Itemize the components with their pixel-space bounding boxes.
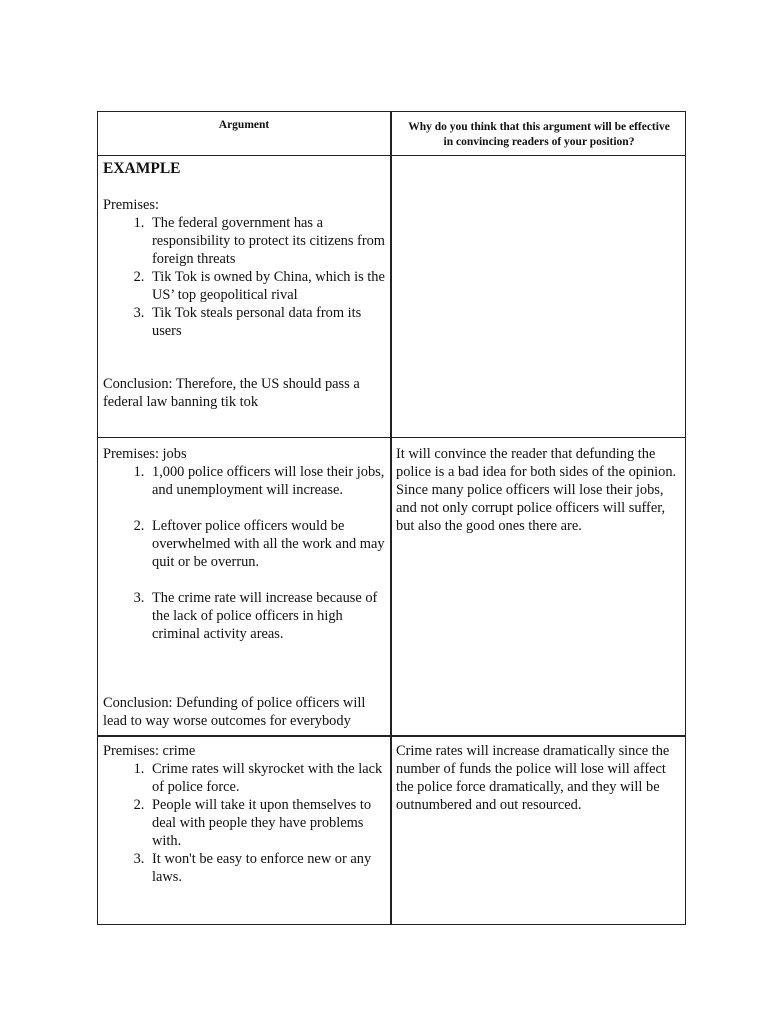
premise-item: 1. Crime rates will skyrocket with the lack of police force. xyxy=(148,760,385,796)
row-divider-1 xyxy=(98,437,685,438)
premise-item: 1. 1,000 police officers will lose their jobs, and unemployment will increase. xyxy=(148,463,385,499)
premises-label: Premises: jobs xyxy=(103,446,187,462)
premises-label: Premises: xyxy=(103,197,159,213)
example-argument-cell xyxy=(103,160,385,340)
jobs-argument-cell xyxy=(103,445,385,643)
premises-list xyxy=(103,589,385,643)
jobs-conclusion: Conclusion: Defunding of police officers will lead to way worse outcomes for everybody xyxy=(103,695,366,729)
premises-list xyxy=(103,214,385,340)
premise-item: 2. Leftover police officers would be overwhelmed with all the work and may quit or be overrun. xyxy=(148,517,385,571)
premise-item: 3. The crime rate will increase because of the lack of police officers in high criminal activity areas. xyxy=(148,589,385,643)
row-divider-2 xyxy=(98,735,685,737)
header-why: Why do you think that this argument will be effective in convincing readers of your position? xyxy=(408,121,670,148)
premises-list xyxy=(103,517,385,571)
premises-list xyxy=(103,463,385,499)
header-divider xyxy=(98,155,685,156)
crime-argument-cell xyxy=(103,742,385,886)
premise-item: 3. It won't be easy to enforce new or any laws. xyxy=(148,850,385,886)
premise-item: 2. People will take it upon themselves to deal with people they have problems with. xyxy=(148,796,385,850)
example-title: EXAMPLE xyxy=(103,160,181,177)
header-argument: Argument xyxy=(218,119,270,131)
premises-label: Premises: crime xyxy=(103,743,196,759)
premise-item: 2. Tik Tok is owned by China, which is the US’ top geopolitical rival xyxy=(148,268,385,304)
premise-item: 1. The federal government has a responsibility to protect its citizens from foreign threats xyxy=(148,214,385,268)
crime-why-cell: Crime rates will increase dramatically since the number of funds the police will lose will affect the police force dramatically, and they will be outnumbered and out resourced. xyxy=(396,743,670,813)
example-conclusion: Conclusion: Therefore, the US should pass a federal law banning tik tok xyxy=(103,376,360,410)
premises-list xyxy=(103,760,385,886)
premise-item: 3. Tik Tok steals personal data from its users xyxy=(148,304,385,340)
column-divider xyxy=(390,112,392,924)
argument-table xyxy=(97,111,686,925)
jobs-why-cell: It will convince the reader that defunding the police is a bad idea for both sides of the opinion. Since many police officers will lose their jobs, and not only corrupt police officers will suffer, but also the good ones there are. xyxy=(396,446,677,534)
